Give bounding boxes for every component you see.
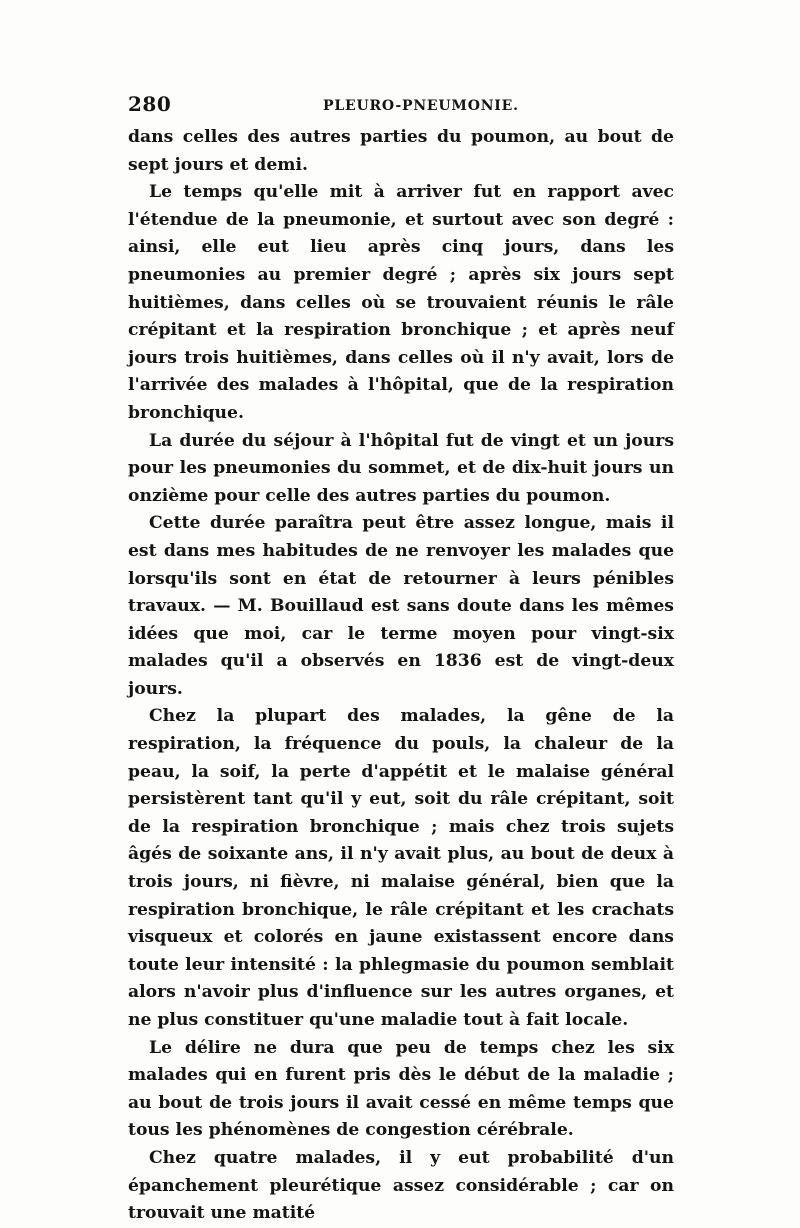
paragraph: Le temps qu'elle mit à arriver fut en rapport avec l'étendue de la pneumonie, et surtout avec son degré : ainsi, elle eut lieu après cinq jours, dans les pneumonies au premier degré ; après six jours sept huitièmes, dans celles où se trouvaient réunis le râle crépitant et la respiration bronchique ; et après neuf jours trois huitièmes, dans celles où il n'y avait, lors de l'arrivée des malades à l'hôpital, que de la respiration bronchique. [128,182,674,423]
paragraph: Chez la plupart des malades, la gêne de la respiration, la fréquence du pouls, la chaleur de la peau, la soif, la perte d'appétit et le malaise général persistèrent tant qu'il y eut, soit du râle crépitant, soit de la respiration bronchique ; mais chez trois sujets âgés de soixante ans, il n'y avait plus, au bout de deux à trois jours, ni fièvre, ni malaise général, bien que la respiration bronchique, le râle crépitant et les crachats visqueux et colorés en jaune existassent encore dans toute leur intensité : la phlegmasie du poumon semblait alors n'avoir plus d'influence sur les autres organes, et ne plus constituer qu'une maladie tout à fait locale. [128,706,674,1030]
paragraph: Le délire ne dura que peu de temps chez les six malades qui en furent pris dès le début de la maladie ; au bout de trois jours il avait cessé en même temps que tous les phénomènes de congestion cérébrale. [128,1037,674,1141]
paragraph: Cette durée paraîtra peut être assez longue, mais il est dans mes habitudes de ne renvoyer les malades que lorsqu'ils sont en état de retourner à leurs pénibles travaux. — M. Bouillaud est sans doute dans les mêmes idées que moi, car le terme moyen pour vingt-six malades qu'il a observés en 1836 est de vingt-deux jours. [128,513,674,699]
body-text [128,124,674,1228]
running-title: PLEURO-PNEUMONIE. [323,98,519,114]
page-number: 280 [128,92,172,116]
paragraph: Chez quatre malades, il y eut probabilité d'un épanchement pleurétique assez considérable ; car on trouvait une matité [128,1147,674,1224]
book-page [128,92,674,1228]
paragraph-continued: dans celles des autres parties du poumon, au bout de sept jours et demi. [128,127,674,175]
paragraph: La durée du séjour à l'hôpital fut de vingt et un jours pour les pneumonies du sommet, et de dix-huit jours un onzième pour celle des autres parties du poumon. [128,430,674,506]
page-header [128,92,674,124]
